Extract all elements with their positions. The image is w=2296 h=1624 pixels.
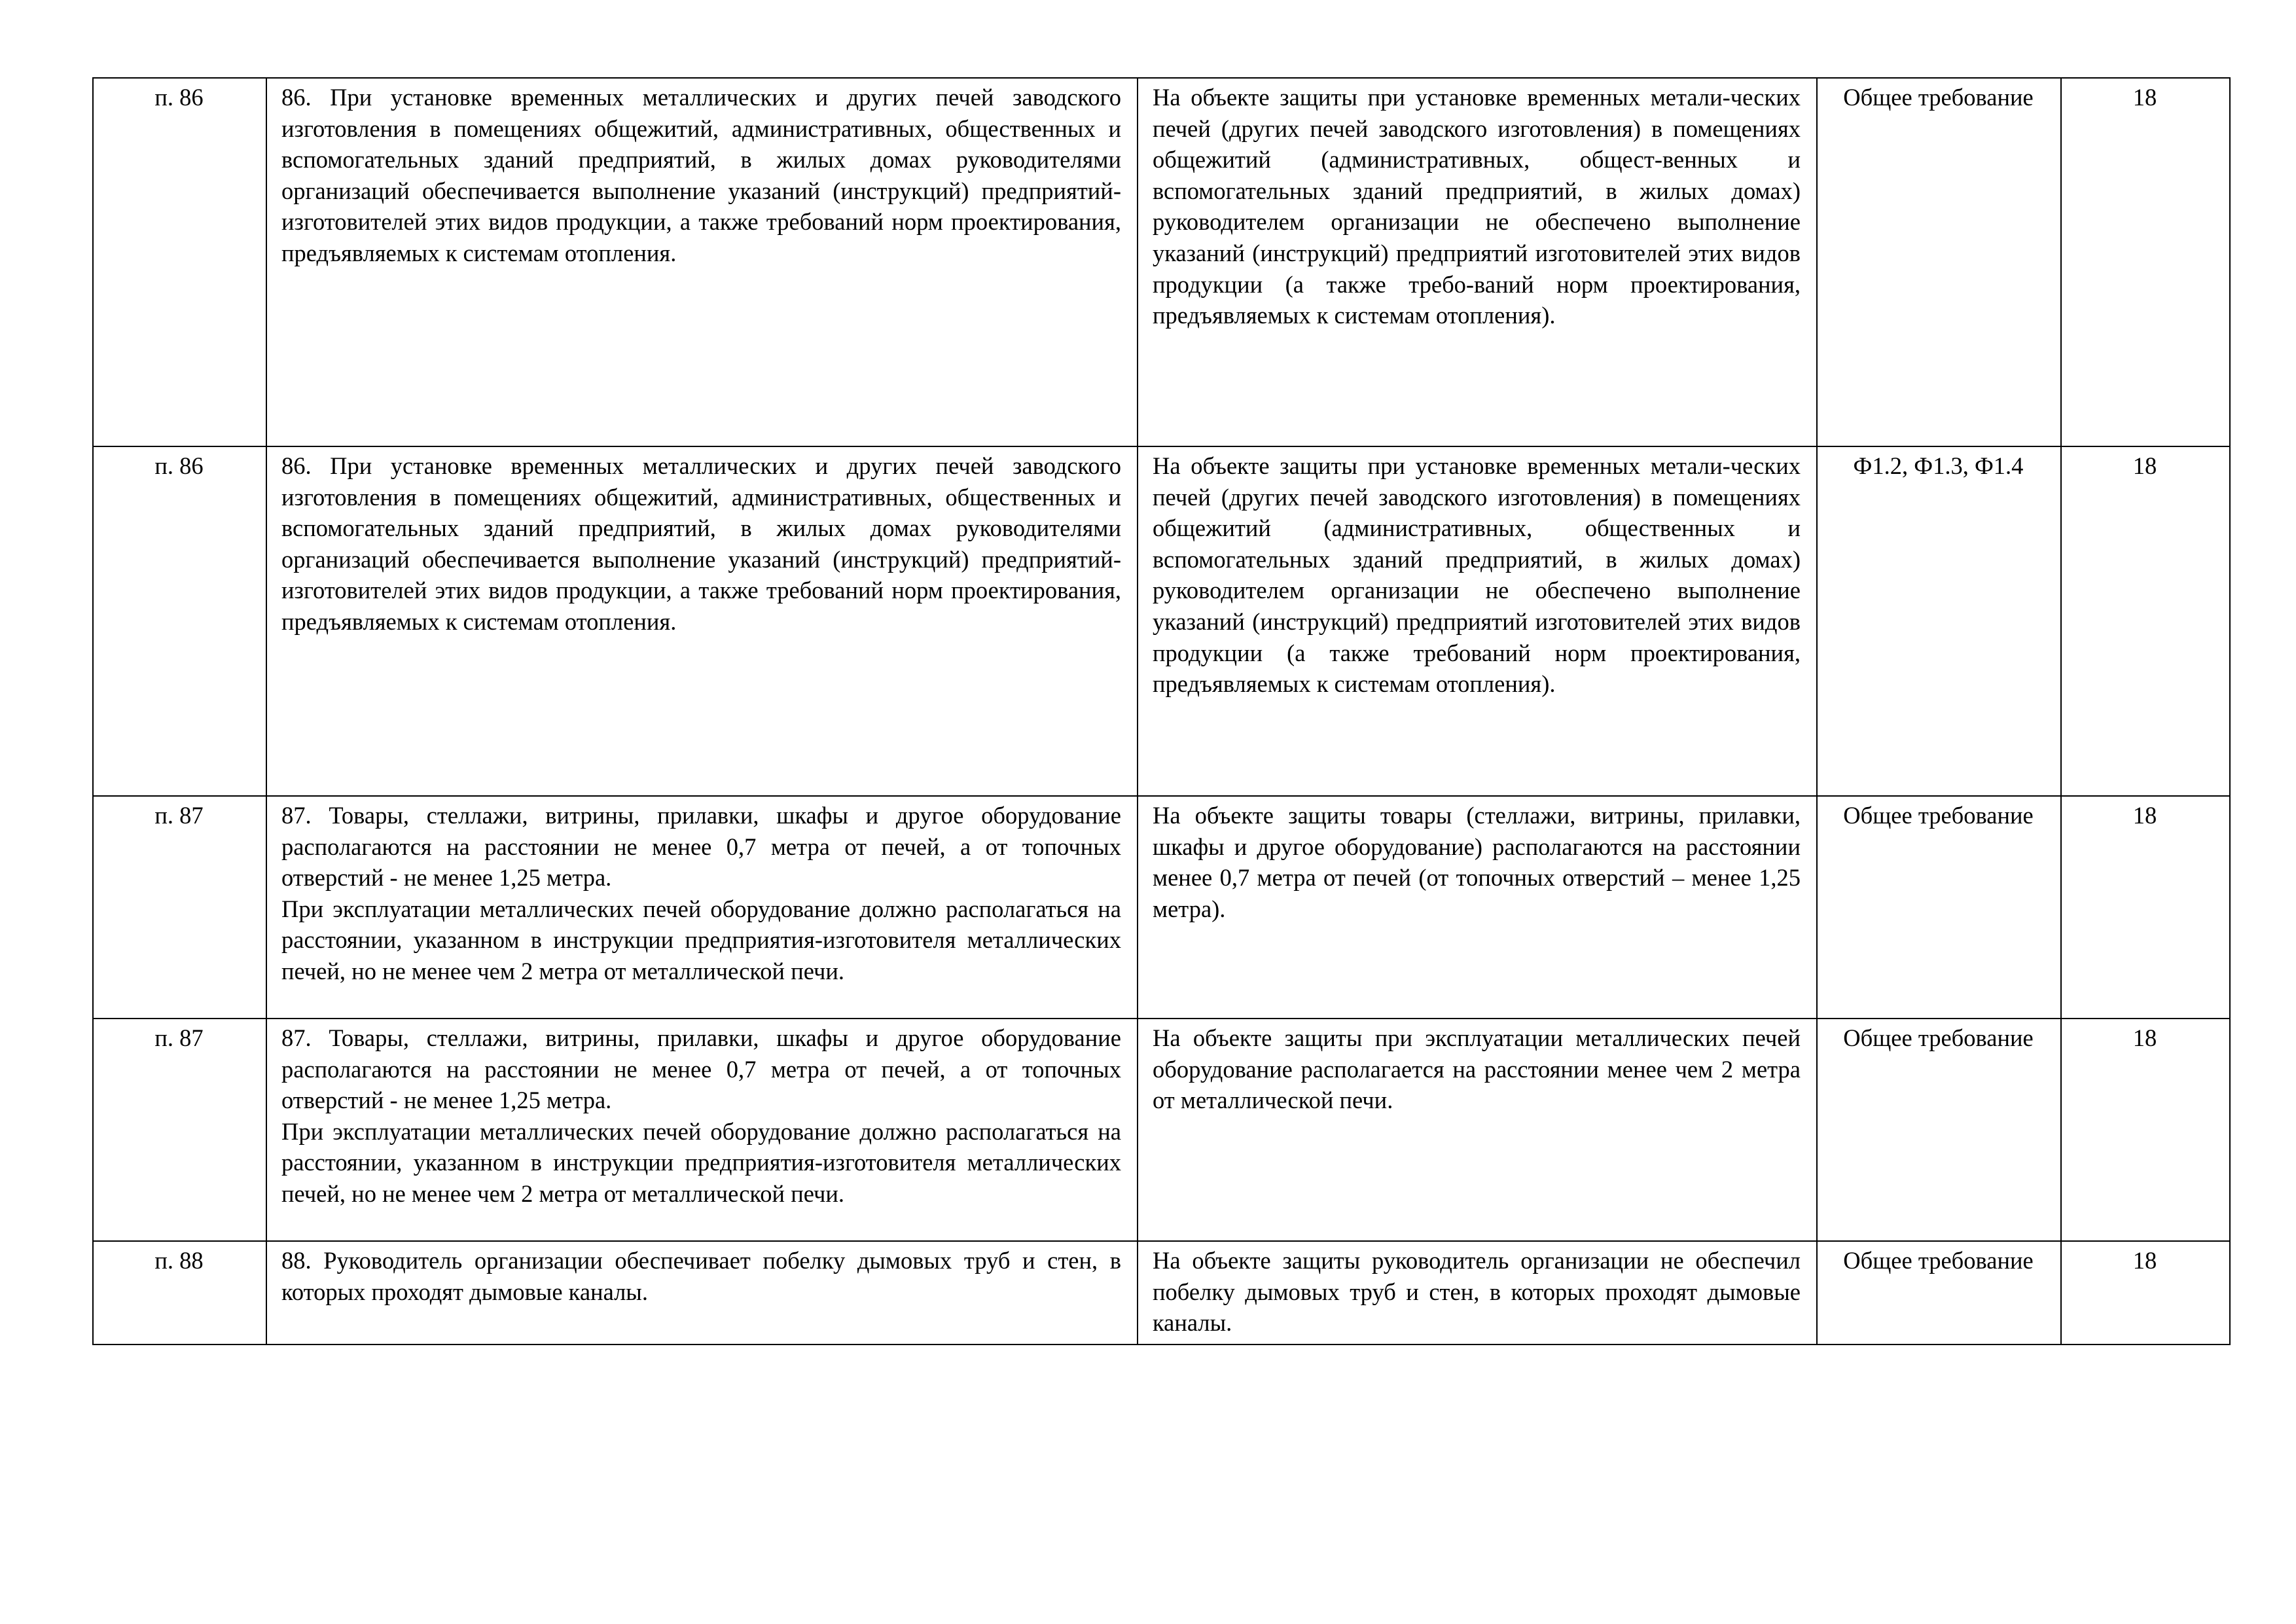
violation-text-cell: На объекте защиты руководитель организации не обеспечил побелку дымовых труб и стен, в которых проходят дымовые каналы. <box>1138 1241 1817 1344</box>
clause-number-cell: п. 87 <box>93 1019 266 1241</box>
table-row <box>93 78 2230 446</box>
table-row <box>93 1019 2230 1241</box>
risk-cell: 18 <box>2061 1019 2230 1241</box>
requirement-text-cell <box>266 1241 1138 1344</box>
violation-text-cell: На объекте защиты при эксплуатации металлических печей оборудование располагается на расстоянии менее чем 2 метра от металлической печи. <box>1138 1019 1817 1241</box>
violation-text-cell: На объекте защиты при установке временных метали-ческих печей (других печей заводского изготовления) в помещениях общежитий (административных, общественных и вспомогательных зданий предприятий, в жилых домах) руководителем организации не обеспечено выполнение указаний (инструкций) предприятий изготовителей этих видов продукции (а также требований норм проектирования, предъявляемых к системам отопления). <box>1138 446 1817 796</box>
violation-text-cell: На объекте защиты при установке временных метали-ческих печей (других печей заводского изготовления) в помещениях общежитий (административных, общест-венных и вспомогательных зданий предприятий, в жилых домах) руководителем организации не обеспечено выполнение указаний (инструкций) предприятий изготовителей этих видов продукции (а также требо-ваний норм проектирования, предъявляемых к системам отопления). <box>1138 78 1817 446</box>
requirement-text-cell <box>266 446 1138 796</box>
requirement-paragraph: 88. Руководитель организации обеспечивает побелку дымовых труб и стен, в которых проходят дымовые каналы. <box>281 1247 1121 1305</box>
class-cell: Ф1.2, Ф1.3, Ф1.4 <box>1817 446 2061 796</box>
requirement-paragraph: 86. При установке временных металлических и других печей заводского изготовления в помещениях общежитий, административных, общественных и вспомогательных зданий предприятий, в жилых домах руководителями организаций обеспечивается выполнение указаний (инструкций) предприятий-изготовителей этих видов продукции, а также требований норм проектирования, предъявляемых к системам отопления. <box>281 84 1121 266</box>
requirement-text-cell <box>266 796 1138 1019</box>
clause-number-cell: п. 87 <box>93 796 266 1019</box>
risk-cell: 18 <box>2061 446 2230 796</box>
requirement-paragraph: 86. При установке временных металлических и других печей заводского изготовления в помещениях общежитий, административных, общественных и вспомогательных зданий предприятий, в жилых домах руководителями организаций обеспечивается выполнение указаний (инструкций) предприятий-изготовителей этих видов продукции, а также требований норм проектирования, предъявляемых к системам отопления. <box>281 452 1121 635</box>
requirement-paragraph: 87. Товары, стеллажи, витрины, прилавки, шкафы и другое оборудование располагаются на расстоянии не менее 0,7 метра от печей, а от топочных отверстий - не менее 1,25 метра. <box>281 1024 1121 1114</box>
clause-number-cell: п. 88 <box>93 1241 266 1344</box>
class-cell: Общее требование <box>1817 796 2061 1019</box>
requirement-text-cell <box>266 78 1138 446</box>
requirement-text-cell <box>266 1019 1138 1241</box>
requirements-table <box>92 77 2231 1345</box>
clause-number-cell: п. 86 <box>93 78 266 446</box>
requirement-paragraph: 87. Товары, стеллажи, витрины, прилавки, шкафы и другое оборудование располагаются на расстоянии не менее 0,7 метра от печей, а от топочных отверстий - не менее 1,25 метра. <box>281 802 1121 892</box>
requirement-paragraph: При эксплуатации металлических печей оборудование должно располагаться на расстоянии, указанном в инструкции предприятия-изготовителя металлических печей, но не менее чем 2 метра от металлической печи. <box>281 895 1121 984</box>
class-cell: Общее требование <box>1817 1019 2061 1241</box>
class-cell: Общее требование <box>1817 78 2061 446</box>
risk-cell: 18 <box>2061 1241 2230 1344</box>
clause-number-cell: п. 86 <box>93 446 266 796</box>
risk-cell: 18 <box>2061 78 2230 446</box>
table-row <box>93 446 2230 796</box>
class-cell: Общее требование <box>1817 1241 2061 1344</box>
table-row <box>93 1241 2230 1344</box>
requirement-paragraph: При эксплуатации металлических печей оборудование должно располагаться на расстоянии, указанном в инструкции предприятия-изготовителя металлических печей, но не менее чем 2 метра от металлической печи. <box>281 1117 1121 1207</box>
risk-cell: 18 <box>2061 796 2230 1019</box>
table-row <box>93 796 2230 1019</box>
violation-text-cell: На объекте защиты товары (стеллажи, витрины, прилавки, шкафы и другое оборудование) располагаются на расстоянии менее 0,7 метра от печей (от топочных отверстий – менее 1,25 метра). <box>1138 796 1817 1019</box>
